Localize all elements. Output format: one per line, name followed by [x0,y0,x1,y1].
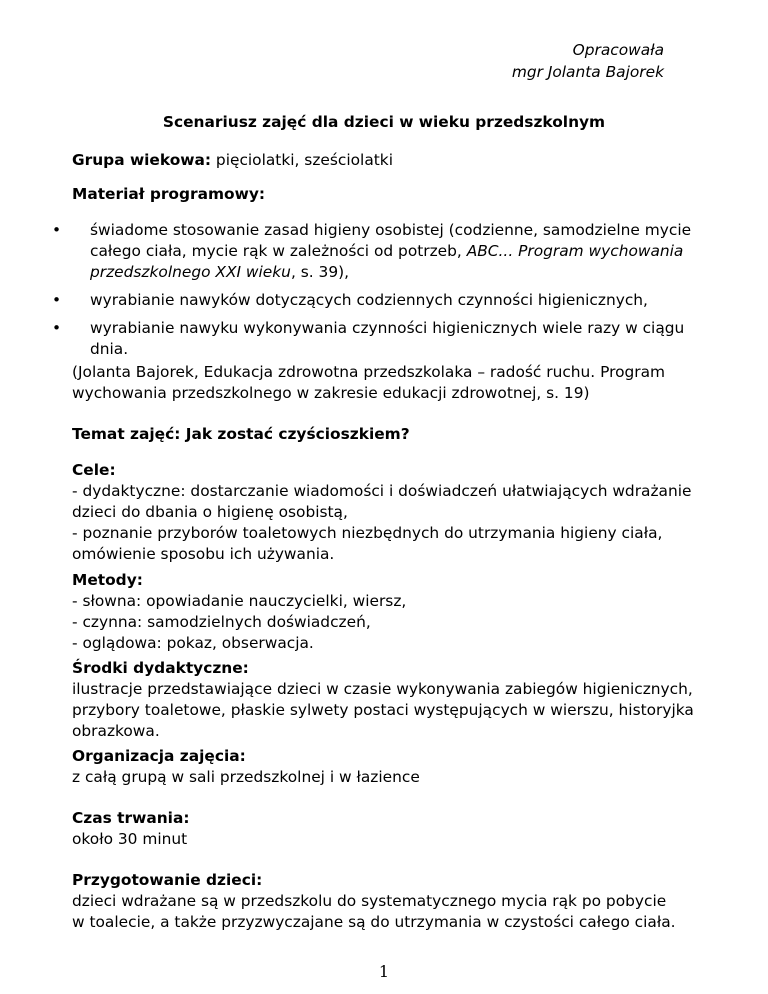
program-item-1-line-3: przedszkolnego XXI wieku, s. 39), [90,263,350,281]
materials-line-1: ilustracje przedstawiające dzieci w czasie wykonywania zabiegów higienicznych, [72,680,693,698]
program-item-2: wyrabianie nawyków dotyczących codziennych czynności higienicznych, [90,291,648,309]
materials-line-3: obrazkowa. [72,722,160,740]
program-citation: ABC... Program wychowania [466,242,684,260]
author-name: mgr Jolanta Bajorek [511,63,664,81]
program-item-3-line-1: wyrabianie nawyku wykonywania czynności higienicznych wiele razy w ciągu [90,319,685,337]
goals-line-4: omówienie sposobu ich używania. [72,545,335,563]
methods-heading: Metody: [72,571,143,589]
age-group-label: Grupa wiekowa: [72,151,212,169]
age-group-line [72,150,393,170]
duration-text: około 30 minut [72,830,188,848]
program-source-line-2: wychowania przedszkolnego w zakresie edukacji zdrowotnej, s. 19) [72,384,590,402]
goals-line-1: - dydaktyczne: dostarczanie wiadomości i doświadczeń ułatwiających wdrażanie [72,482,692,500]
program-heading: Materiał programowy: [72,185,266,203]
goals-heading: Cele: [72,461,116,479]
bullet-marker: • [52,319,62,337]
goals-line-2: dzieci do dbania o higienę osobistą, [72,503,348,521]
document-title: Scenariusz zajęć dla dzieci w wieku przedszkolnym [162,113,606,131]
preparation-line-1: dzieci wdrażane są w przedszkolu do systematycznego mycia rąk po pobycie [72,892,667,910]
methods-line-1: - słowna: opowiadanie nauczycielki, wiersz, [72,592,407,610]
goals-line-3: - poznanie przyborów toaletowych niezbędnych do utrzymania higieny ciała, [72,524,663,542]
page-number: 1 [378,962,390,981]
program-item-3-line-2: dnia. [90,340,129,358]
bullet-marker: • [52,291,62,309]
program-item-1-line-1: świadome stosowanie zasad higieny osobistej (codzienne, samodzielne mycie [90,221,692,239]
materials-heading: Środki dydaktyczne: [72,659,249,677]
organization-heading: Organizacja zajęcia: [72,747,246,765]
duration-heading: Czas trwania: [72,809,190,827]
author-label: Opracowała [572,41,664,59]
age-group-value: pięciolatki, sześciolatki [211,151,393,169]
preparation-heading: Przygotowanie dzieci: [72,871,263,889]
organization-text: z całą grupą w sali przedszkolnej i w łazience [72,768,420,786]
materials-line-2: przybory toaletowe, płaskie sylwety postaci występujących w wierszu, historyjka [72,701,694,719]
bullet-marker: • [52,221,62,239]
program-item-1-line-2: całego ciała, mycie rąk w zależności od potrzeb, ABC... Program wychowania [90,242,684,260]
methods-line-3: - oglądowa: pokaz, obserwacja. [72,634,314,652]
program-citation-cont: przedszkolnego XXI wieku [90,263,291,281]
methods-line-2: - czynna: samodzielnych doświadczeń, [72,613,371,631]
program-source-line-1: (Jolanta Bajorek, Edukacja zdrowotna przedszkolaka – radość ruchu. Program [72,363,666,381]
preparation-line-2: w toalecie, a także przyzwyczajane są do utrzymania w czystości całego ciała. [72,913,676,931]
topic-heading: Temat zajęć: Jak zostać czyścioszkiem? [72,425,410,443]
